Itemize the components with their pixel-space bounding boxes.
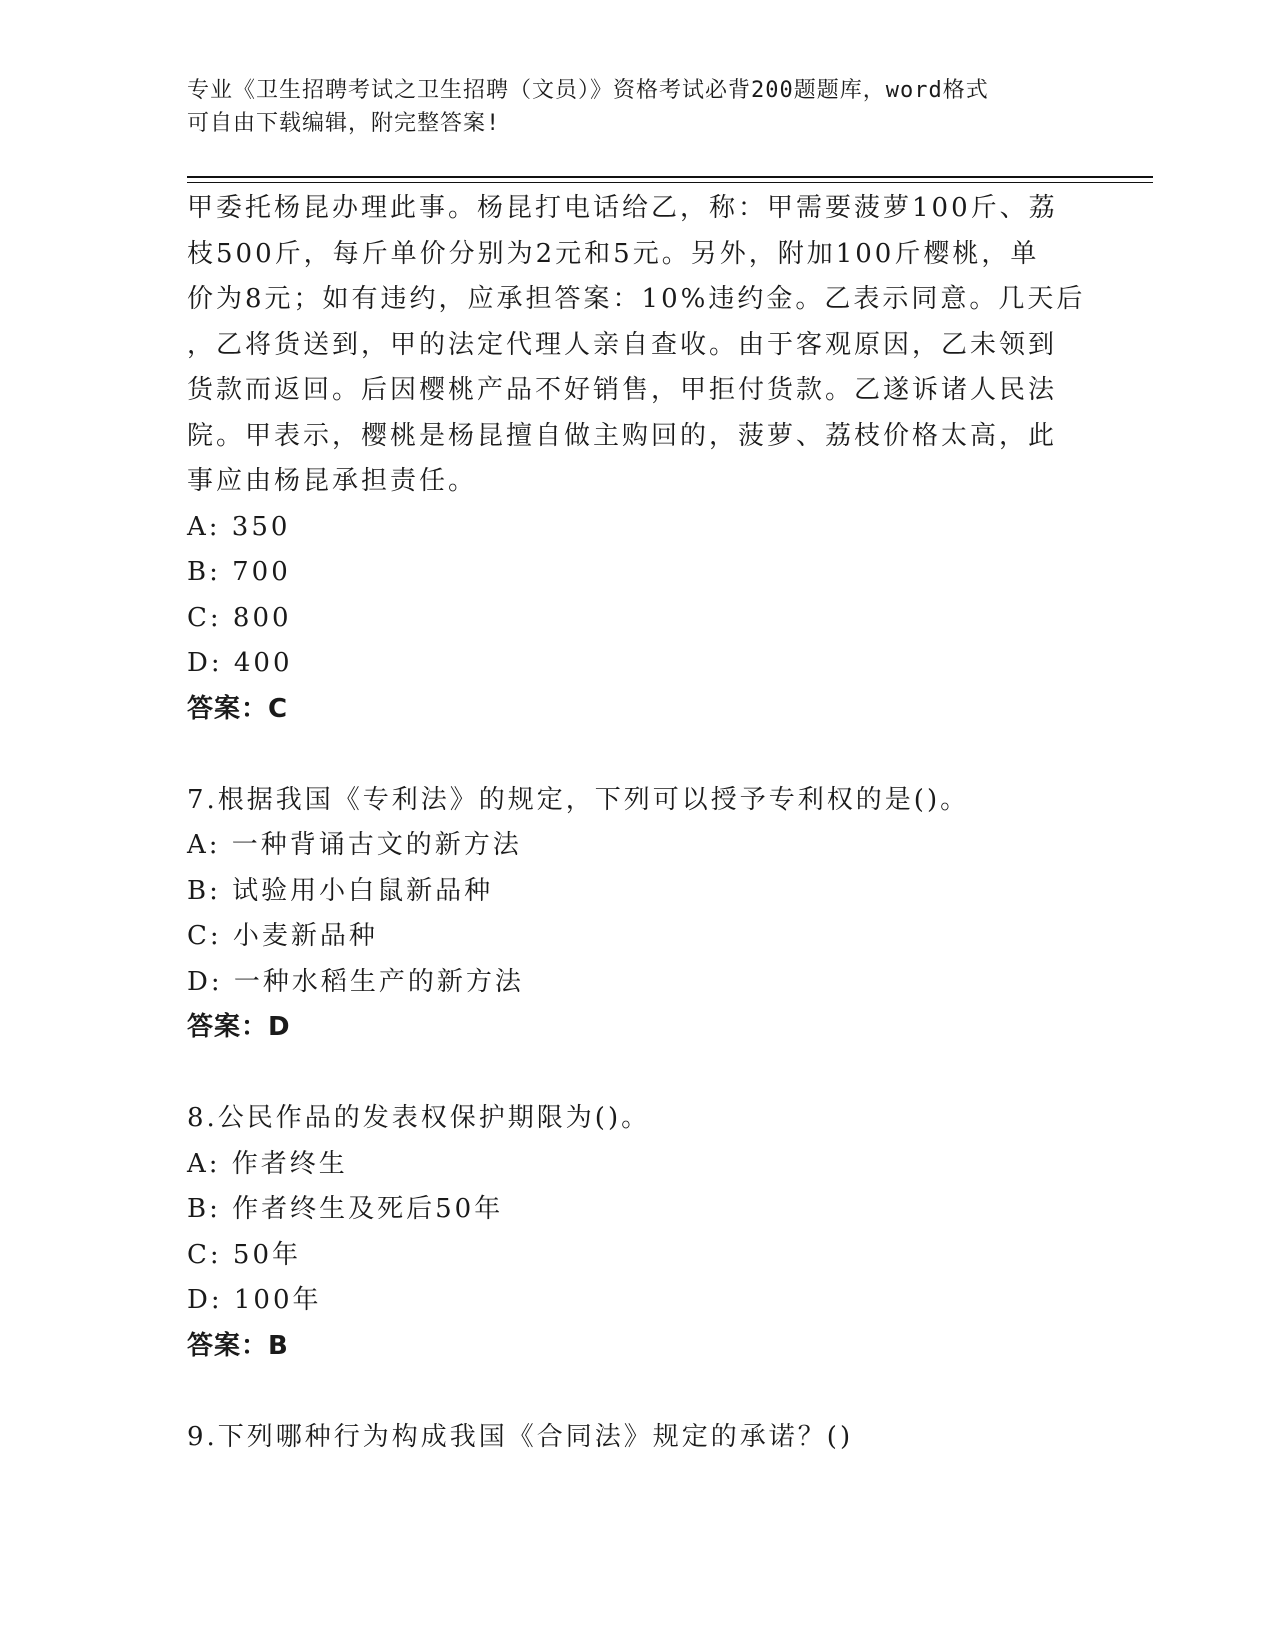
q6-option-c: C: 800 [187,602,292,633]
passage-line: ，乙将货送到，甲的法定代理人亲自查收。由于客观原因，乙未领到 [187,329,1058,360]
q8-option-b: B: 作者终生及死后50年 [187,1194,504,1224]
passage-line: 甲委托杨昆办理此事。杨昆打电话给乙，称：甲需要菠萝100斤、荔 [187,193,1058,223]
passage-line: 枝500斤，每斤单价分别为2元和5元。另外，附加100斤樱桃，单 [187,238,1040,269]
header-title-line-2: 可自由下载编辑，附完整答案! [187,111,501,136]
q7-question: 7.根据我国《专利法》的规定，下列可以授予专利权的是()。 [187,784,970,815]
spacer [187,1051,1087,1097]
question-6-passage [187,186,1087,505]
passage-line: 事应由杨昆承担责任。 [187,466,478,496]
q8-option-d: D: 100年 [187,1285,322,1315]
spacer [187,732,1087,778]
q8-option-a: A: 作者终生 [187,1148,348,1179]
q7-option-b: B: 试验用小白鼠新品种 [187,875,494,906]
q7-option-d: D: 一种水稻生产的新方法 [187,966,524,997]
header-divider-thin [187,182,1153,183]
q8-answer: 答案：B [187,1330,289,1361]
q6-option-a: A: 350 [187,511,291,542]
q8-option-c: C: 50年 [187,1239,302,1270]
header-title-line-1: 专业《卫生招聘考试之卫生招聘（文员）》资格考试必背200题题库，word格式 [187,78,989,103]
document-body [187,186,1087,1460]
spacer [187,1369,1087,1415]
q7-option-a: A: 一种背诵古文的新方法 [187,830,522,860]
q9-question: 9.下列哪种行为构成我国《合同法》规定的承诺？() [187,1421,854,1452]
header-divider-thick [187,176,1153,178]
q8-question: 8.公民作品的发表权保护期限为()。 [187,1103,651,1133]
passage-line: 价为8元；如有违约，应承担答案：10%违约金。乙表示同意。几天后 [187,284,1086,314]
q6-answer: 答案：C [187,693,289,724]
q6-option-d: D: 400 [187,648,293,678]
passage-line: 院。甲表示，樱桃是杨昆擅自做主购回的，菠萝、荔枝价格太高，此 [187,420,1058,451]
q7-option-c: C: 小麦新品种 [187,921,378,951]
passage-line: 货款而返回。后因樱桃产品不好销售，甲拒付货款。乙遂诉诸人民法 [187,375,1058,405]
document-header [187,74,1067,140]
q7-answer: 答案：D [187,1012,291,1042]
q6-option-b: B: 700 [187,557,291,587]
